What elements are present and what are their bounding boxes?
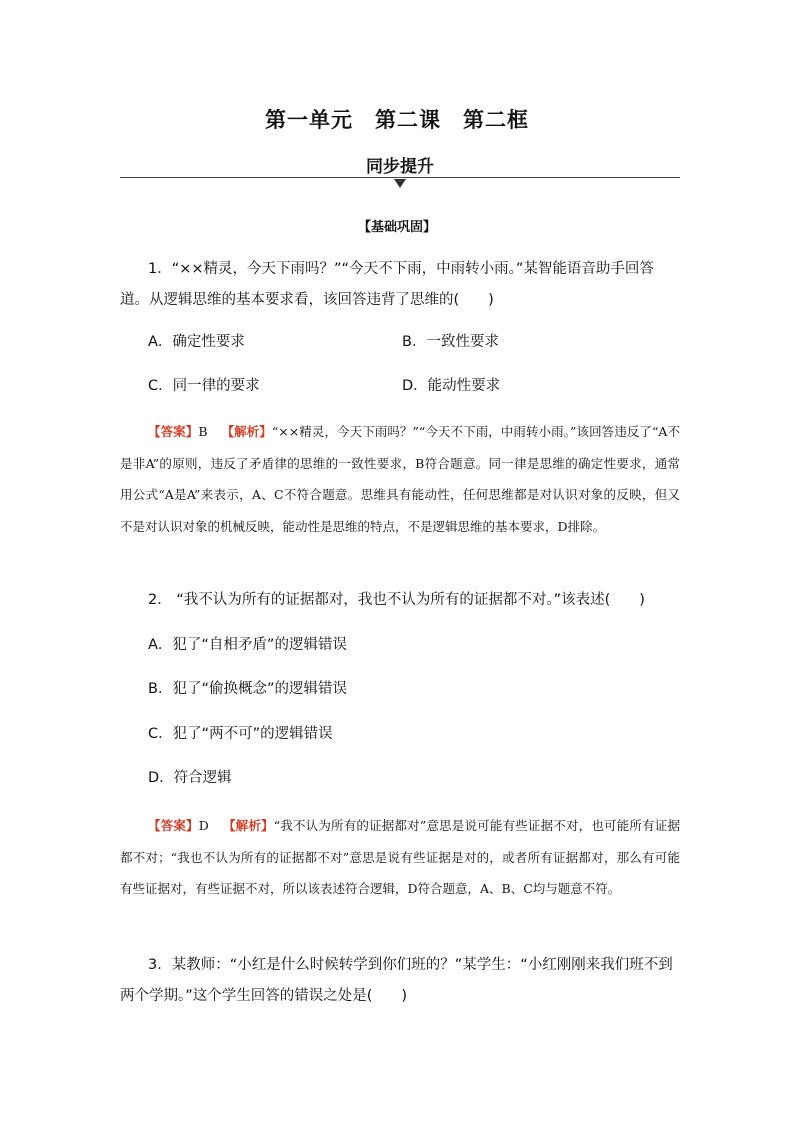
question-3-text [120,950,680,1012]
analysis-label: 【解析】 [221,424,272,439]
option-b: B．犯了“偷换概念”的逻辑错误 [148,681,347,697]
option-a: A．确定性要求 [148,334,245,350]
page-title: 第一单元 第二课 第二框 [265,108,529,132]
answer-label: 【答案】 [148,818,199,833]
question-number: 2． [148,592,172,608]
section-divider [120,177,680,178]
option-b: B．一致性要求 [402,334,499,350]
answer-analysis-2 [120,810,680,905]
answer-analysis-1 [120,416,680,542]
triangle-down-icon [394,179,406,188]
question-body: “我不认为所有的证据都对，我也不认为所有的证据都不对。”该表述( ) [171,592,645,608]
option-a: A．犯了“自相矛盾”的逻辑错误 [148,637,347,653]
answer-value: D [198,818,209,833]
option-d: D．能动性要求 [402,378,501,394]
option-d: D．符合逻辑 [148,770,232,786]
subheading: 【基础巩固】 [357,220,436,235]
question-body: 某教师：“小红是什么时候转学到你们班的？”某学生：“小红刚刚来我们班不到两个学期。”这个学生回答的错误之处是( ) [120,957,673,1004]
analysis-text: “我不认为所有的证据都对”意思是说可能有些证据不对，也可能所有证据都不对；“我也不认为所有的证据都不对”意思是说有些证据是对的，或者所有证据都对，那么有可能有些证据对，有些证据不对，所以该表述符合逻辑，D符合题意，A、B、C均与题意不符。 [120,818,680,896]
section-label: 同步提升 [366,157,434,177]
question-2-text [120,585,680,616]
analysis-text: “××精灵，今天下雨吗？”“今天不下雨，中雨转小雨。”该回答违反了“A不是非A”的原则，违反了矛盾律的思维的一致性要求，B符合题意。同一律是思维的确定性要求，通常用公式“A是A”来表示，A、C不符合题意。思维具有能动性，任何思维都是对认识对象的反映，但又不是对认识对象的机械反映，能动性是思维的特点，不是逻辑思维的基本要求，D排除。 [120,424,680,534]
analysis-label: 【解析】 [222,818,274,833]
question-number: 1． [148,261,172,277]
question-body: “××精灵，今天下雨吗？”“今天不下雨，中雨转小雨。”某智能语音助手回答道。从逻辑思维的基本要求看，该回答违背了思维的( ) [120,261,654,308]
section-header [120,152,680,190]
question-number: 3． [148,957,172,973]
answer-value: B [198,424,208,439]
option-c: C．同一律的要求 [148,378,260,394]
question-1-text [120,254,680,316]
option-c: C．犯了“两不可”的逻辑错误 [148,726,333,742]
answer-label: 【答案】 [148,424,199,439]
